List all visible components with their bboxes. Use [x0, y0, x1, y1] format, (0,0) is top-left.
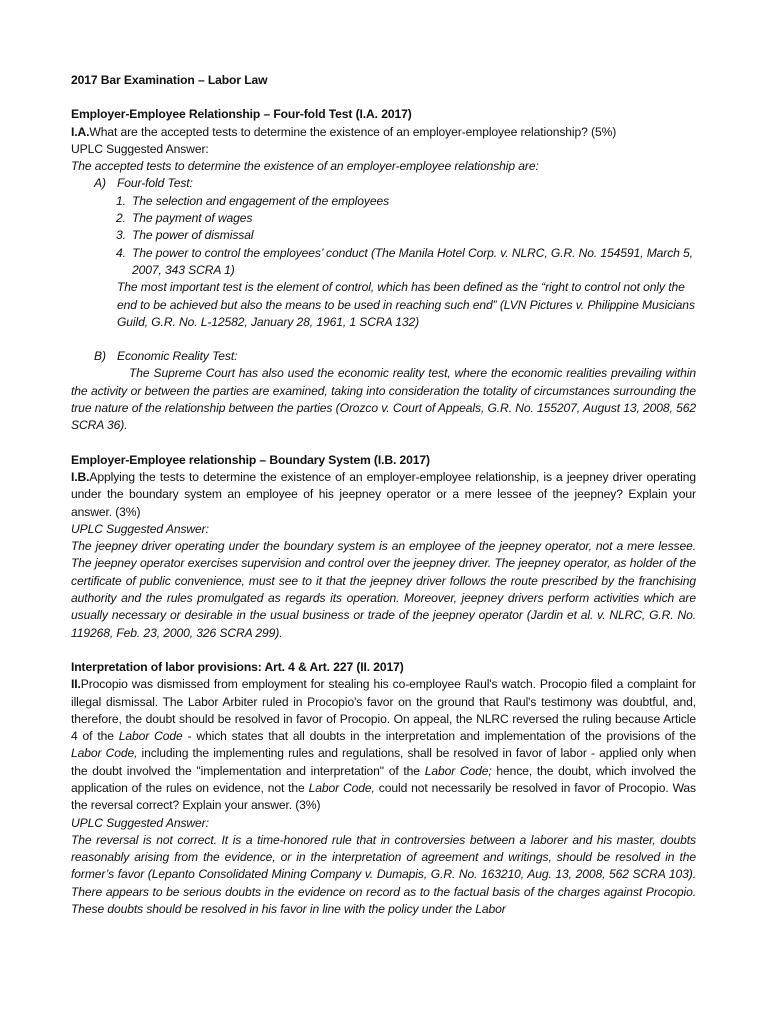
- section-heading-boundary-system: Employer-Employee relationship – Boundary System (I.B. 2017): [71, 452, 430, 467]
- question-ii: [71, 676, 696, 814]
- question-label: I.A.: [71, 124, 90, 139]
- question-label: I.B.: [71, 469, 90, 484]
- labor-code-ref: Labor Code;: [424, 763, 492, 778]
- list-item-text: The selection and engagement of the employees: [132, 193, 390, 208]
- list-item: [71, 245, 696, 280]
- list-item-number: 3.: [116, 228, 126, 243]
- test-b-text: The Supreme Court has also used the economic reality test, where the economic realities prevailing within the activity or between the parties are examined, taking into consideration the totality of circumstances surrounding the true nature of the relationship between the parties (Orozco v. Court of Appeals, G.R. No. 155207, August 13, 2008, 562 SCRA 36).: [71, 366, 696, 433]
- question-text-part: - which states that all doubts in the interpretation and implementation of the provisions of the: [182, 729, 697, 744]
- answer-text: The jeepney driver operating under the boundary system is an employee of the jeepney operator, not a mere lessee. The jeepney operator exercises supervision and control over the jeepney driver. The jeepney operator, as holder of the certificate of public convenience, must see to it that the jeepney driver follows the route prescribed by the franchising authority and the rules promulgated as regards its operation. Moreover, jeepney drivers perform activities which are usually necessary or desirable in the usual business or trade of the jeepney operator (Jardin et al. v. NLRC, G.R. No. 119268, Feb. 23, 2000, 326 SCRA 299).: [71, 539, 696, 640]
- list-item-number: 1.: [116, 193, 126, 208]
- test-a: [71, 175, 696, 192]
- list-item-text: The power to control the employees’ conduct (The Manila Hotel Corp. v. NLRC, G.R. No. 154591, March 5, 2007, 343 SCRA 1): [132, 245, 693, 277]
- list-item: [71, 227, 696, 244]
- question-text: What are the accepted tests to determine the existence of an employer-employee relationship? (5%): [89, 124, 617, 139]
- document-title: 2017 Bar Examination – Labor Law: [71, 73, 268, 87]
- test-b-label: B): [94, 349, 106, 364]
- test-b-title: Economic Reality Test:: [117, 349, 238, 364]
- answer-intro: The accepted tests to determine the existence of an employer-employee relationship are:: [71, 159, 539, 174]
- labor-code-ref: Labor Code,: [71, 746, 138, 761]
- list-item-text: The payment of wages: [132, 211, 253, 226]
- section-heading-four-fold: Employer-Employee Relationship – Four-fold Test (I.A. 2017): [71, 107, 412, 122]
- question-text-part: hence, the doubt, which involved the application of the rules on evidence, not the: [71, 763, 696, 795]
- question-ib: [71, 469, 696, 521]
- answer-label: UPLC Suggested Answer:: [71, 815, 209, 830]
- list-item: [71, 193, 696, 210]
- answer-label: UPLC Suggested Answer:: [71, 521, 209, 536]
- test-a-label: A): [94, 176, 106, 191]
- section-heading-interpretation: Interpretation of labor provisions: Art. 4 & Art. 227 (II. 2017): [71, 659, 404, 674]
- question-label: II.: [71, 677, 81, 692]
- spacer: [71, 642, 696, 659]
- question-text-part: could not necessarily be resolved in favor of Procopio. Was the reversal correct? Explain your answer. (3%): [71, 780, 697, 813]
- test-a-title: Four-fold Test:: [117, 176, 193, 191]
- list-item-text: The power of dismissal: [132, 228, 254, 243]
- labor-code-ref: Labor Code,: [308, 780, 375, 795]
- spacer: [71, 331, 696, 348]
- question-text-part: including the implementing rules and regulations, shall be resolved in favor of labor - applied only when the doubt involved the "implementation and interpretation" of the: [71, 746, 696, 778]
- question-text-part: Procopio was dismissed from employment for stealing his co-employee Raul's watch. Procopio filed a complaint for illegal dismissal. The Labor Arbiter ruled in Procopio's favor on the ground that Raul's testimony was doubtful, and, therefore, the doubt should be resolved in favor of Procopio. On appeal, the NLRC reversed the ruling because Article 4 of the: [71, 677, 696, 744]
- test-b: [71, 348, 696, 365]
- answer-text: The reversal is not correct. It is a time-honored rule that in controversies between a laborer and his master, doubts reasonably arising from the evidence, or in the interpretation of agreement and writings, should be resolved in the former’s favor (Lepanto Consolidated Mining Company v. Dumapis, G.R. No. 163210, Aug. 13, 2008, 562 SCRA 103). There appears to be serious doubts in the evidence on record as to the factual basis of the charges against Procopio. These doubts should be resolved in his favor in line with the policy under the Labor: [71, 832, 696, 917]
- labor-code-ref: Labor Code: [118, 729, 183, 744]
- answer-label: UPLC Suggested Answer:: [71, 141, 209, 156]
- question-text: Applying the tests to determine the existence of an employer-employee relationship, is a jeepney driver operating under the boundary system an employee of his jeepney operator or a mere lessee of the jeepney? Explain your answer. (3%): [71, 469, 696, 519]
- spacer: [71, 435, 696, 452]
- list-item-number: 2.: [116, 211, 126, 226]
- list-item: [71, 210, 696, 227]
- list-item-number: 4.: [116, 245, 126, 260]
- question-ia: [71, 124, 696, 141]
- control-note: The most important test is the element of control, which has been defined as the “right to control not only the end to be achieved but also the means to be used in reaching such end” (LVN Pictures v. Philippine Musicians Guild, G.R. No. L-12582, January 28, 1961, 1 SCRA 132): [117, 280, 695, 329]
